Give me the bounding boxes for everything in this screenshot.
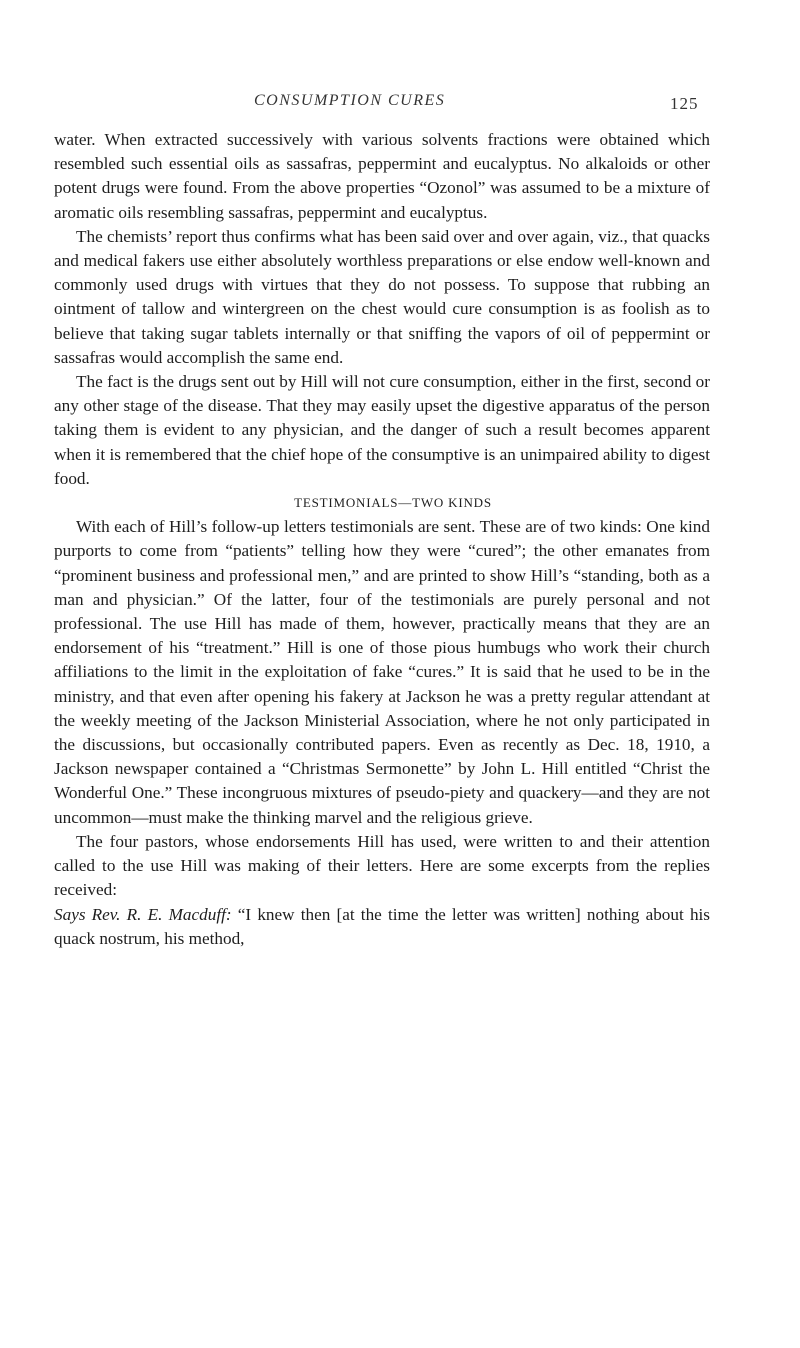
paragraph: With each of Hill’s follow-up letters testimonials are sent. These are of two kinds: One kind purports to come from “patients” telling how they were “cured”; the other emanates from “prominent business and professional men,” and are printed to show Hill’s “standing, both as a man and physician.” Of the latter, four of the testimonials are purely personal and not professional. The use Hill has made of them, however, practically means that they are an endorsement of his “treatment.” Hill is one of those pious humbugs who work their church affiliations to the limit in the exploitation of fake “cures.” It is said that he used to be in the ministry, and that even after opening his fakery at Jackson he was a pretty regular attendant at the weekly meeting of the Jackson Ministerial Association, where he not only participated in the discussions, but occasionally contributed papers. Even as recently as Dec. 18, 1910, a Jackson newspaper contained a “Christmas Sermonette” by John L. Hill entitled “Christ the Wonderful One.” These incongruous mixtures of pseudo-piety and quackery—and they are not uncommon—must make the thinking marvel and the religious grieve. xyxy=(54,517,710,827)
paragraph: The four pastors, whose endorsements Hill has used, were written to and their attention called to the use Hill was making of their letters. Here are some excerpts from the replies received: xyxy=(54,831,710,900)
page-header xyxy=(0,92,800,116)
section-heading: TESTIMONIALS—TWO KINDS xyxy=(294,495,492,511)
paragraph: The chemists’ report thus confirms what has been said over and over again, viz., that quacks and medical fakers use either absolutely worthless preparations or else endow well-known and commonly used drugs with virtues that they do not possess. To suppose that rubbing an ointment of tallow and wintergreen on the chest would cure consumption is as foolish as to believe that taking sugar tablets internally or that sniffing the vapors of oil of peppermint or sassafras would accomplish the same end. xyxy=(54,226,710,367)
running-head: CONSUMPTION CURES xyxy=(254,92,446,109)
paragraph: water. When extracted successively with various solvents fractions were obtained which resembled such essential oils as sassafras, peppermint and eucalyptus. No alkaloids or other potent drugs were found. From the above properties “Ozonol” was assumed to be a mixture of aromatic oils resembling sassafras, peppermint and eucalyptus. xyxy=(54,130,710,222)
quote-speaker: Says Rev. R. E. Macduff: xyxy=(54,904,232,924)
quote-paragraph xyxy=(54,903,710,951)
page-body xyxy=(54,128,710,951)
page-number: 125 xyxy=(670,94,699,113)
paragraph: The fact is the drugs sent out by Hill will not cure consumption, either in the first, second or any other stage of the disease. That they may easily upset the digestive apparatus of the person taking them is evident to any physician, and the danger of such a result becomes apparent when it is remembered that the chief hope of the consumptive is an unimpaired ability to digest food. xyxy=(54,372,710,488)
quote-text: “I knew then [at the time the letter was written] nothing about his quack nostrum, his method, xyxy=(54,904,710,948)
